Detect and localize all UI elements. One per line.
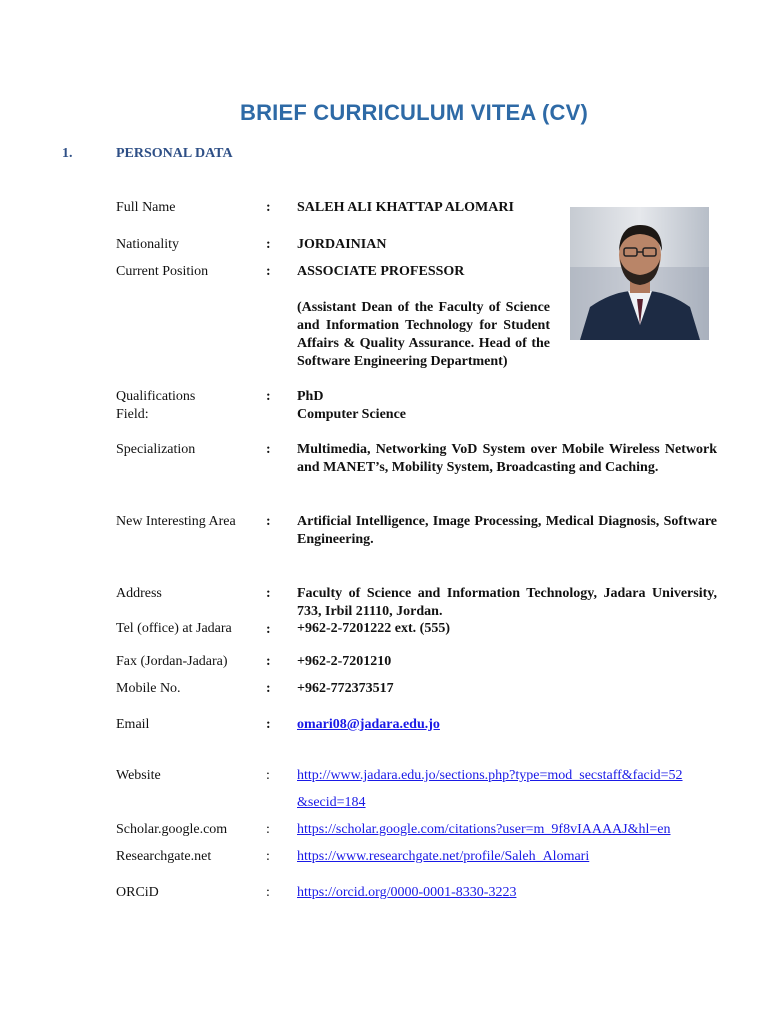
scholar-label: Scholar.google.com <box>116 822 228 837</box>
colon: : <box>266 514 271 529</box>
interest-value: Artificial Intelligence, Image Processing, Medical Diagnosis, Software Engineering. <box>297 514 717 547</box>
colon: : <box>266 237 271 252</box>
website-label: Website <box>116 768 161 783</box>
researchgate-label: Researchgate.net <box>116 849 212 864</box>
colon: : <box>266 768 270 783</box>
colon: : <box>266 264 271 279</box>
specialization-label: Specialization <box>116 442 196 457</box>
section-title: PERSONAL DATA <box>116 146 233 161</box>
tel-label: Tel (office) at Jadara <box>116 621 232 636</box>
mobile-value: +962-772373517 <box>297 681 394 696</box>
address-value: Faculty of Science and Information Technology, Jadara University, 733, Irbil 21110, Jordan. <box>297 586 717 619</box>
tel-value: +962-2-7201222 ext. (555) <box>297 621 451 636</box>
document-title: BRIEF CURRICULUM VITEA (CV) <box>239 100 588 125</box>
scholar-link[interactable]: https://scholar.google.com/citations?user=m_9f8vIAAAAJ&hl=en <box>297 822 671 837</box>
fax-label: Fax (Jordan-Jadara) <box>116 654 228 669</box>
current-position-note: (Assistant Dean of the Faculty of Science and Information Technology for Student Affairs & Quality Assurance. Head of the Software Engineering Department) <box>297 300 550 369</box>
colon: : <box>266 586 271 601</box>
colon: : <box>266 389 271 404</box>
colon: : <box>266 622 271 637</box>
nationality-label: Nationality <box>116 237 179 252</box>
address-label: Address <box>116 586 162 601</box>
nationality-value: JORDAINIAN <box>297 237 387 252</box>
specialization-value: Multimedia, Networking VoD System over Mobile Wireless Network and MANET’s, Mobility System, Broadcasting and Caching. <box>297 442 717 475</box>
colon: : <box>266 200 271 215</box>
qualifications-value: PhD <box>297 389 324 404</box>
section-number: 1. <box>62 146 73 161</box>
researchgate-link[interactable]: https://www.researchgate.net/profile/Saleh_Alomari <box>297 849 590 864</box>
full-name-label: Full Name <box>116 200 176 215</box>
website-link[interactable]: http://www.jadara.edu.jo/sections.php?type=mod_secstaff&facid=52 <box>297 768 683 783</box>
field-label: Field: <box>116 407 149 422</box>
colon: : <box>266 849 270 864</box>
colon: : <box>266 681 271 696</box>
field-value: Computer Science <box>297 407 406 422</box>
email-link[interactable]: omari08@jadara.edu.jo <box>297 717 440 732</box>
current-position-label: Current Position <box>116 264 209 279</box>
email-label: Email <box>116 717 150 732</box>
interest-label: New Interesting Area <box>116 514 236 529</box>
mobile-label: Mobile No. <box>116 681 181 696</box>
profile-photo <box>570 207 709 340</box>
fax-value: +962-2-7201210 <box>297 654 392 669</box>
current-position-value: ASSOCIATE PROFESSOR <box>297 264 465 279</box>
portrait-image <box>570 207 709 340</box>
colon: : <box>266 442 271 457</box>
orcid-link[interactable]: https://orcid.org/0000-0001-8330-3223 <box>297 885 517 900</box>
colon: : <box>266 654 271 669</box>
full-name-value: SALEH ALI KHATTAP ALOMARI <box>297 200 514 215</box>
qualifications-label: Qualifications <box>116 389 196 404</box>
colon: : <box>266 885 270 900</box>
colon: : <box>266 717 271 732</box>
website-link-continued[interactable]: &secid=184 <box>297 795 366 810</box>
orcid-label: ORCiD <box>116 885 159 900</box>
colon: : <box>266 822 270 837</box>
